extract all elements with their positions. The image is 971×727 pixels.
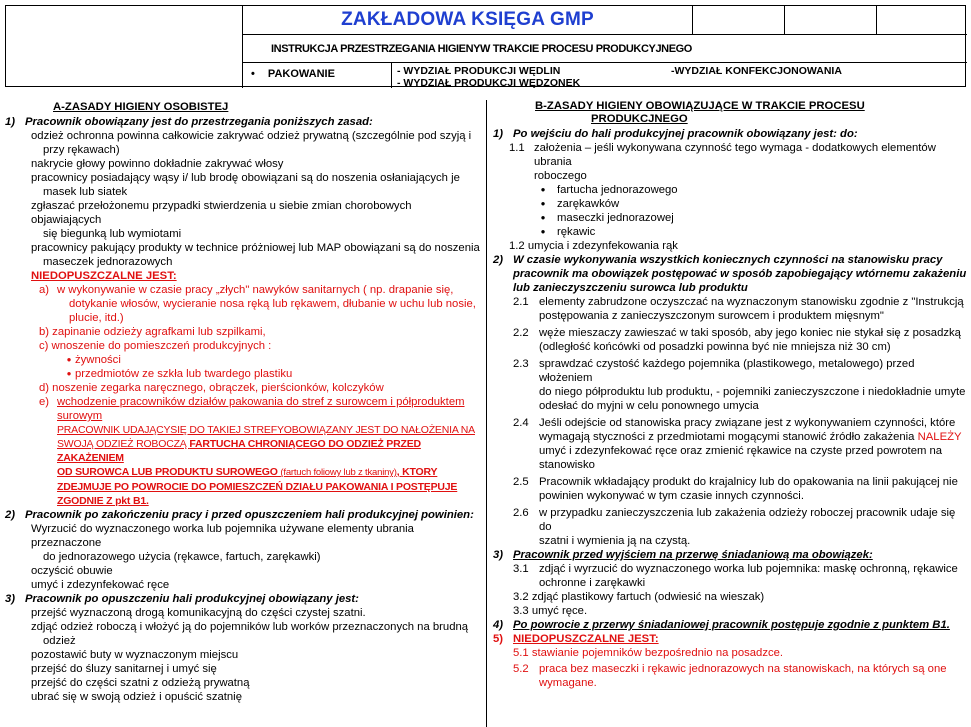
bullet-icon: ● [540,199,546,208]
list-item: 2.4 Jeśli odejście od stanowiska pracy związane jest z wykonywaniem czynności, które wymagają styczności z przedmiotami mogącymi stanowić źródło zakażenia NALEŻY umyć i zdezynfekować ręce oraz zmienić rękawice na czyste przed powrotem na stanowisko [513,417,962,471]
bullet-icon: ● [66,369,72,378]
list-item: pracownicy posiadający wąsy i/ lub brodę obowiązani są do noszenia osłaniających je [31,172,460,184]
division-label: -WYDZIAŁ KONFEKCJONOWANIA [671,65,842,77]
list-item: 3.3 umyć ręce. [513,605,588,617]
personal-hygiene-section [5,100,483,704]
page-title: ZAKŁADOWA KSIĘGA GMP [341,9,594,30]
list-item: odzież [43,635,76,647]
list-item: pracownicy pakujący produkty w technice próżniowej lub MAP obowiązani są do noszenia [31,242,480,254]
divider [391,63,392,88]
rule-list [5,522,483,592]
rule-heading: 3) Pracownik po opuszczeniu hali produkcyjnej obowiązany jest: [5,593,359,605]
list-item: oczyścić obuwie [31,565,113,577]
rule-heading: 1) Po wejściu do hali produkcyjnej pracownik obowiązany jest: do: [493,128,858,140]
title-cell [243,6,693,35]
list-item: nakrycie głowy powinno dokładnie zakrywać włosy [31,158,284,170]
list-item: b) zapinanie odzieży agrafkami lub szpilkami, [39,326,266,338]
bullet-icon: • [251,68,255,80]
list-item: 5.1 stawianie pojemników bezpośrednio na posadzce. [513,647,784,659]
list-item: ● fartucha jednorazowego [493,183,968,197]
bullet-icon: ● [540,185,546,194]
list-item: do jednorazowego użycia (rękawce, fartuch, zarękawki) [43,551,321,563]
list-item: a) w wykonywanie w czasie pracy „złych" nawyków sanitarnych ( np. drapanie się, dotykanie włosów, wycieranie nosa ręką lub rękawem, dłubanie w uchu lub nosie, plucie, itd.) [39,284,476,324]
list-item: ● rękawic [493,225,968,239]
department [251,67,335,81]
rule-list [5,606,483,704]
list-item: zgłaszać przełożonemu przypadki stwierdzenia u siebie zmian chorobowych objawiających [31,200,412,226]
list-item: e) wchodzenie pracowników działów pakowania do stref z surowcem i półproduktem surowym [39,396,465,422]
list-item: 3.2 zdjąć plastikowy fartuch (odwiesić na wieszak) [513,591,765,603]
document-header [5,5,966,87]
forbidden-list [5,283,483,508]
subtitle-cell [243,35,967,63]
list-item: 3.1 zdjąć i wyrzucić do wyznaczonego worka lub pojemnika: maskę ochronną, rękawice ochronne i zarękawki [513,563,958,589]
list-item: ● zarękawków [493,197,968,211]
rule-heading: 3) Pracownik przed wyjściem na przerwę śniadaniową ma obowiązek: [493,549,873,561]
bullet-icon: ● [540,227,546,236]
rule-heading: 4) Po powrocie z przerwy śniadaniowej pracownik postępuje zgodnie z punktem B1. [493,619,950,631]
list-item: 2.2 węże mieszaczy zawieszać w taki sposób, aby jego koniec nie stykał się z posadzką (odległość końcówki od posadzki powinna być nie mniejsza niż 30 cm) [513,327,961,353]
list-item: 2.3 sprawdzać czystość każdego pojemnika (plastikowego, metalowego) przed włożeniem do niego półproduktu lub produktu, - pojemniki zanieczyszczone i niedokładnie umyte odesłać do myjni w celu ponownego umycia [513,358,966,412]
column-divider [486,100,487,727]
list-item: 1.2 umycia i zdezynfekowania rąk [509,240,678,252]
forbidden-title: NIEDOPUSZCZALNE JEST: [31,270,177,282]
list-item: przy rękawach) [43,144,120,156]
list-item: 2.5 Pracownik wkładający produkt do krajalnicy lub do opakowania na linii pakującej nie powinien wykonywać w tym czasie innych czynności. [513,476,958,502]
header-box [785,6,877,35]
list-item: umyć i zdezynfekować ręce [31,579,170,591]
list-item: Wyrzucić do wyznaczonego worka lub pojemnika używane elementy ubrania przeznaczone [31,523,414,549]
list-item: się biegunką lub wymiotami [43,228,182,240]
list-item: przejść do śluzy sanitarnej i umyć się [31,663,217,675]
rule-list [5,129,483,269]
list-item: przejść wyznaczoną drogą komunikacyjną do części czystej szatni. [31,607,366,619]
department-label: PAKOWANIE [267,68,335,80]
rule-heading: 2) W czasie wykonywania wszystkich koniecznych czynności na stanowisku pracy pracownik ma obowiązek postępować w sposób zapobiegający wtórnemu zakażeniu lub zanieczyszczeniu surowca lub produktu [493,254,967,294]
list-item: maseczek jednorazowych [43,256,173,268]
notice-block: PRACOWNIK UDAJĄCYSIĘ DO TAKIEJ STREFYOBOWIĄZANY JEST DO NAŁOŻENIA NA SWOJĄ ODZIEŻ ROBOCZĄ FARTUCHA CHRONIĄCEGO DO ODZIEŻ PRZED ZAKAŻENIEM OD SUROWCA LUB PRODUKTU SUROWEGO (fartuch foliowy lub z tkaniny), KTORY ZDEJMUJE PO POWROCIE DO POMIESZCZEŃ DZIAŁU PAKOWANIA I POSTĘPUJE ZGODNIE Z pkt B1. [57,424,475,507]
production-hygiene-section [493,100,968,690]
page-subtitle: INSTRUKCJA PRZESTRZEGANIA HIGIENYW TRAKCIE PROCESU PRODUKCYJNEGO [271,42,692,55]
division-label: - WYDZIAŁ PRODUKCJI WĘDZONEK [397,77,581,89]
department-row [243,63,967,88]
list-item: ubrać się w swoją odzież i opuścić szatnię [31,691,242,703]
list-item: pozostawić buty w wyznaczonym miejscu [31,649,239,661]
list-item: ● żywności [5,353,483,367]
rule-heading: 2) Pracownik po zakończeniu pracy i przed opuszczeniem hali produkcyjnej powinien: [5,509,474,521]
rule-heading: 1) Pracownik obowiązany jest do przestrzegania poniższych zasad: [5,116,373,128]
list-item: odzież ochronna powinna całkowicie zakrywać odzież prywatną (szczególnie pod szyją i [31,130,472,142]
list-item: c) wnoszenie do pomieszczeń produkcyjnych : [39,340,272,352]
list-item: 2.1 elementy zabrudzone oczyszczać na wyznaczonym stanowisku zgodnie z "Instrukcją postępowania z zanieczyszczonym surowcem i produktem mięsnym" [513,296,964,322]
section-title: B-ZASADY HIGIENY OBOWIĄZUJĄCE W TRAKCIE PROCESU [535,100,865,112]
list-item: 5.2 praca bez maseczki i rękawic jednorazowych na stanowiskach, na których są one wymagane. [513,663,947,689]
section-title: A-ZASADY HIGIENY OSOBISTEJ [53,101,229,113]
list-item: 1.1 założenia – jeśli wykonywana czynność tego wymaga - dodatkowych elementów ubrania roboczego [509,142,936,182]
header-box [877,6,967,35]
list-item: przejść do części szatni z odzieżą prywatną [31,677,250,689]
list-item: ● przedmiotów ze szkła lub twardego plastiku [5,367,483,381]
header-box [693,6,785,35]
bullet-icon: ● [540,213,546,222]
forbidden-title: 5) NIEDOPUSZCZALNE JEST: [493,633,659,645]
list-item: ● maseczki jednorazowej [493,211,968,225]
division-label: - WYDZIAŁ PRODUKCJI WĘDLIN [397,65,561,77]
bullet-icon: ● [66,355,72,364]
list-item: masek lub siatek [43,186,128,198]
section-title: PRODUKCJNEGO [591,113,688,125]
list-item: 2.6 w przypadku zanieczyszczenia lub zakażenia odzieży roboczej pracownik udaje się do szatni i wymienia ją na czystą. [513,507,956,547]
list-item: zdjąć odzież roboczą i włożyć ją do pojemników lub worków przeznaczonych na brudną [31,621,469,633]
logo-placeholder [6,6,243,88]
list-item: d) noszenie zegarka naręcznego, obrączek, pierścionków, kolczyków [39,382,384,394]
